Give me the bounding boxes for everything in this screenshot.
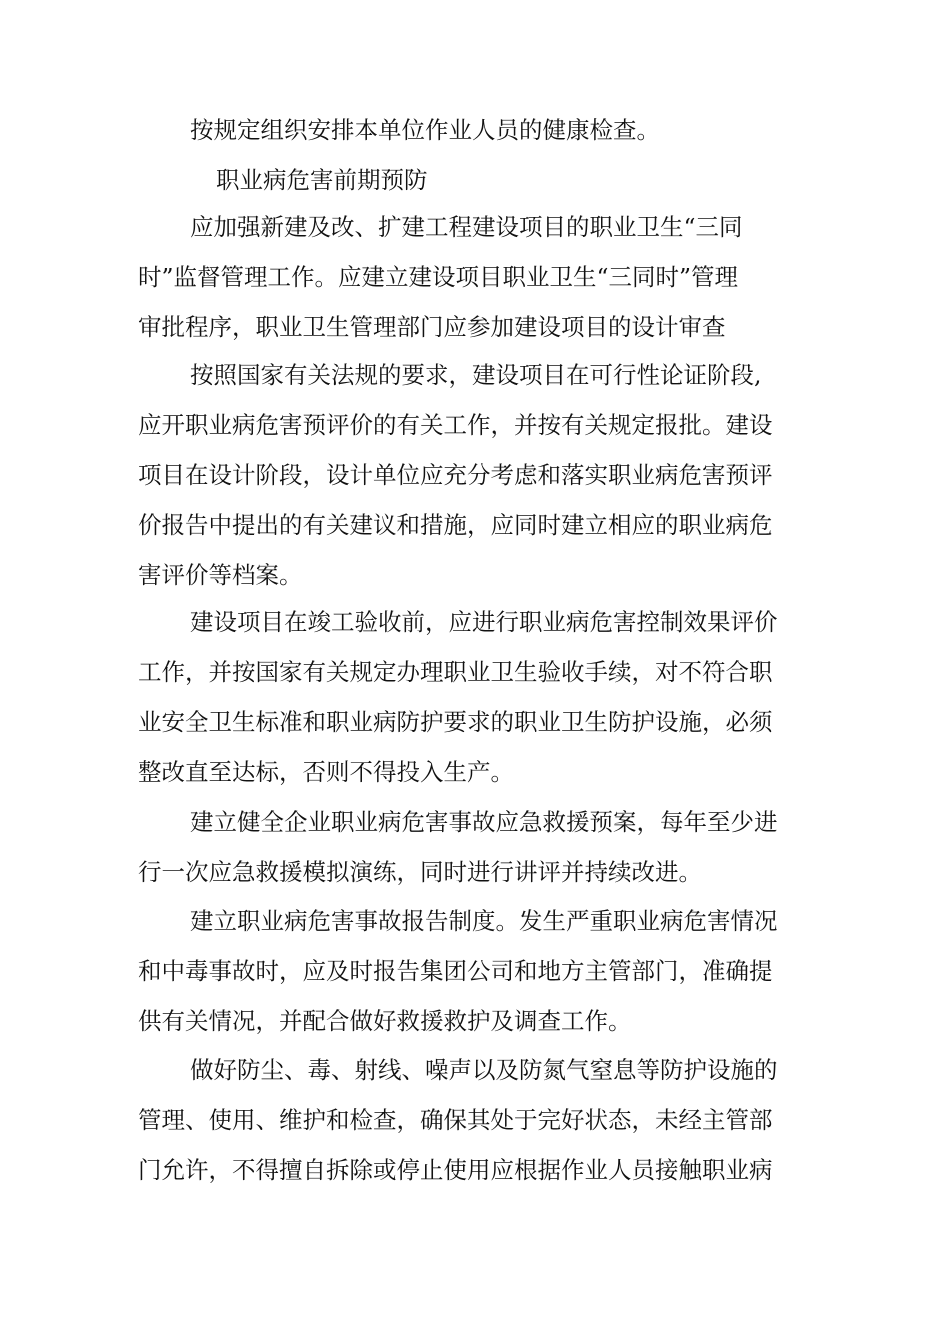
text-line: 整改直至达标，否则不得投入生产。 bbox=[138, 758, 514, 786]
section-heading bbox=[138, 155, 828, 205]
text-line: 应加强新建及改、扩建工程建设项目的职业卫生“三同 bbox=[190, 213, 743, 241]
text-line: 管理、使用、维护和检查，确保其处于完好状态，未经主管部 bbox=[138, 1106, 773, 1134]
text-line: 审批程序，职业卫生管理部门应参加建设项目的设计审查 bbox=[138, 313, 726, 341]
text-line: 建立健全企业职业病危害事故应急救援预案，每年至少进 bbox=[190, 808, 778, 836]
text-line: 应开职业病危害预评价的有关工作，并按有关规定报批。建设 bbox=[138, 411, 773, 439]
text-line: 做好防尘、毒、射线、噪声以及防氮气窒息等防护设施的 bbox=[190, 1056, 778, 1084]
paragraph-protective-facilities bbox=[138, 1045, 828, 1195]
text-line: 按照国家有关法规的要求，建设项目在可行性论证阶段, bbox=[190, 361, 762, 389]
text-line: 门允许，不得擅自拆除或停止使用应根据作业人员接触职业病 bbox=[138, 1156, 773, 1184]
paragraph-health-check bbox=[138, 105, 828, 155]
paragraph-completion-acceptance bbox=[138, 597, 828, 797]
text-line: 建设项目在竣工验收前，应进行职业病危害控制效果评价 bbox=[190, 608, 778, 636]
text-line: 业安全卫生标准和职业病防护要求的职业卫生防护设施，必须 bbox=[138, 708, 773, 736]
text-line: 工作，并按国家有关规定办理职业卫生验收手续，对不符合职 bbox=[138, 658, 773, 686]
paragraph-accident-reporting bbox=[138, 896, 828, 1046]
paragraph-pre-evaluation bbox=[138, 350, 828, 600]
text-line: 项目在设计阶段，设计单位应充分考虑和落实职业病危害预评 bbox=[138, 461, 773, 489]
section-heading-text: 职业病危害前期预防 bbox=[216, 166, 428, 194]
text-line: 建立职业病危害事故报告制度。发生严重职业病危害情况 bbox=[190, 907, 778, 935]
text-line: 供有关情况，并配合做好救援救护及调查工作。 bbox=[138, 1007, 632, 1035]
text-line: 和中毒事故时，应及时报告集团公司和地方主管部门，准确提 bbox=[138, 957, 773, 985]
text-line: 价报告中提出的有关建议和措施，应同时建立相应的职业病危 bbox=[138, 511, 773, 539]
paragraph-three-simultaneous bbox=[138, 202, 828, 352]
text-line: 行一次应急救援模拟演练，同时进行讲评并持续改进。 bbox=[138, 858, 702, 886]
paragraph-emergency-plan bbox=[138, 797, 828, 897]
text-line: 时”监督管理工作。应建立建设项目职业卫生“三同时”管理 bbox=[138, 263, 739, 291]
text-line: 按规定组织安排本单位作业人员的健康检查。 bbox=[190, 116, 660, 144]
text-line: 害评价等档案。 bbox=[138, 561, 303, 589]
